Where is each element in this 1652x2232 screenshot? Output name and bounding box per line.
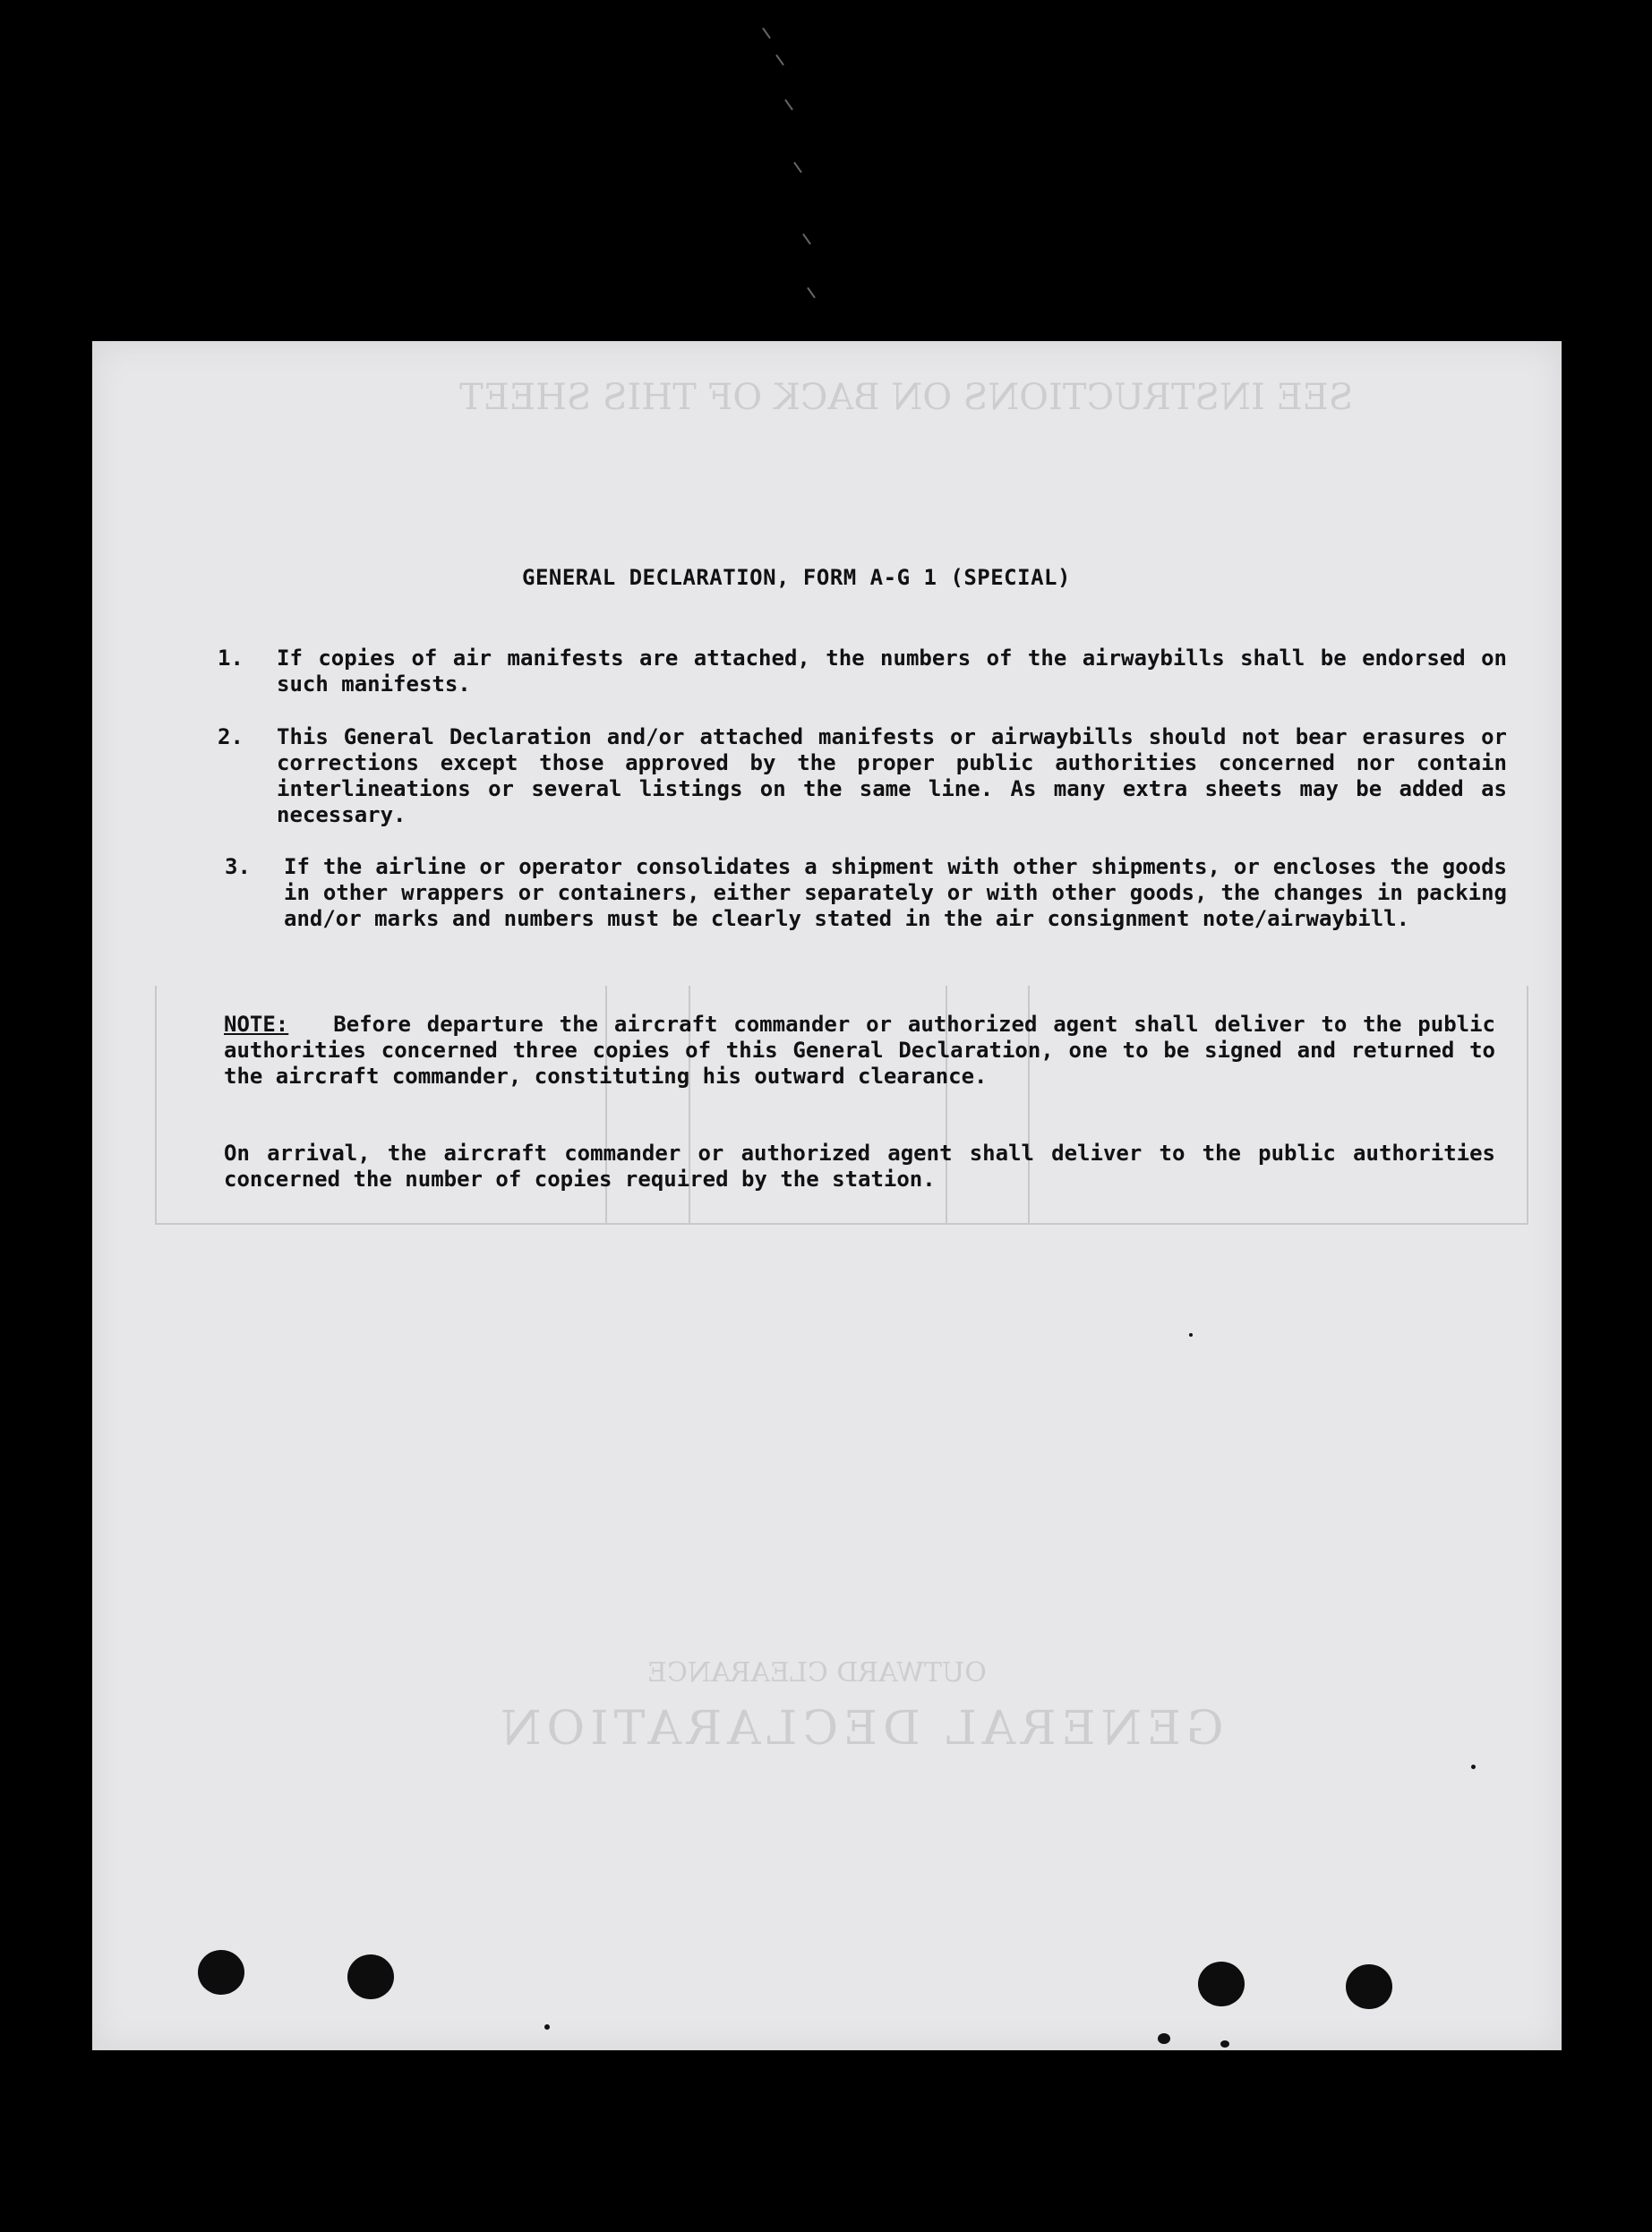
film-scratch: [807, 287, 816, 299]
instruction-text: If copies of air manifests are attached, the numbers of the airwaybills shall be endorsed on such manifests.: [277, 646, 1507, 697]
ink-speck: [1189, 1333, 1193, 1337]
punch-hole: [1346, 1964, 1392, 2009]
film-scratch: [775, 55, 784, 66]
note-text: Before departure the aircraft commander or authorized agent shall deliver to the public authorities concerned three copies of this General Declaration, one to be signed and returned to the aircraft commander, constituting his outward clearance.: [224, 1012, 1495, 1089]
form-heading: GENERAL DECLARATION, FORM A-G 1 (SPECIAL): [522, 565, 1071, 590]
arrival-paragraph: On arrival, the aircraft commander or authorized agent shall deliver to the public authorities concerned the number of copies required by the station.: [224, 1141, 1495, 1192]
film-scratch: [762, 28, 771, 39]
instruction-item-3: [225, 854, 1507, 932]
punch-hole: [1198, 1962, 1245, 2006]
instruction-number: 2.: [218, 724, 244, 749]
instruction-item-2: [218, 724, 1507, 828]
ink-speck: [544, 2024, 550, 2030]
instruction-number: 1.: [218, 646, 244, 671]
bleed-through-heading: SEE INSTRUCTIONS ON BACK OF THIS SHEET: [459, 377, 1354, 418]
punch-hole: [198, 1950, 244, 1995]
ink-speck: [1471, 1765, 1476, 1769]
film-scratch: [802, 234, 811, 245]
ink-speck: [1220, 2040, 1229, 2048]
instruction-number: 3.: [225, 854, 251, 879]
ink-speck: [1158, 2033, 1170, 2044]
instruction-text: This General Declaration and/or attached manifests or airwaybills should not bear erasures or corrections except those approved by the proper public authorities concerned nor contain interlineations or several listings on the same line. As many extra sheets may be added as necessary.: [277, 724, 1507, 827]
document-page: [92, 341, 1562, 2050]
bleed-through-subtitle: OUTWARD CLEARANCE: [647, 1657, 987, 1689]
bleed-through-title: GENERAL DECLARATION: [495, 1702, 1224, 1756]
note-label: NOTE:: [224, 1012, 289, 1037]
film-scratch: [784, 99, 793, 111]
film-scratch: [793, 162, 802, 174]
instruction-text: If the airline or operator consolidates a shipment with other shipments, or encloses the goods in other wrappers or containers, either separately or with other goods, the changes in packing and/or marks and numbers must be clearly stated in the air consignment note/airwaybill.: [284, 854, 1507, 931]
instruction-item-1: [218, 646, 1507, 697]
note-paragraph: [224, 1012, 1495, 1090]
punch-hole: [347, 1954, 394, 1999]
